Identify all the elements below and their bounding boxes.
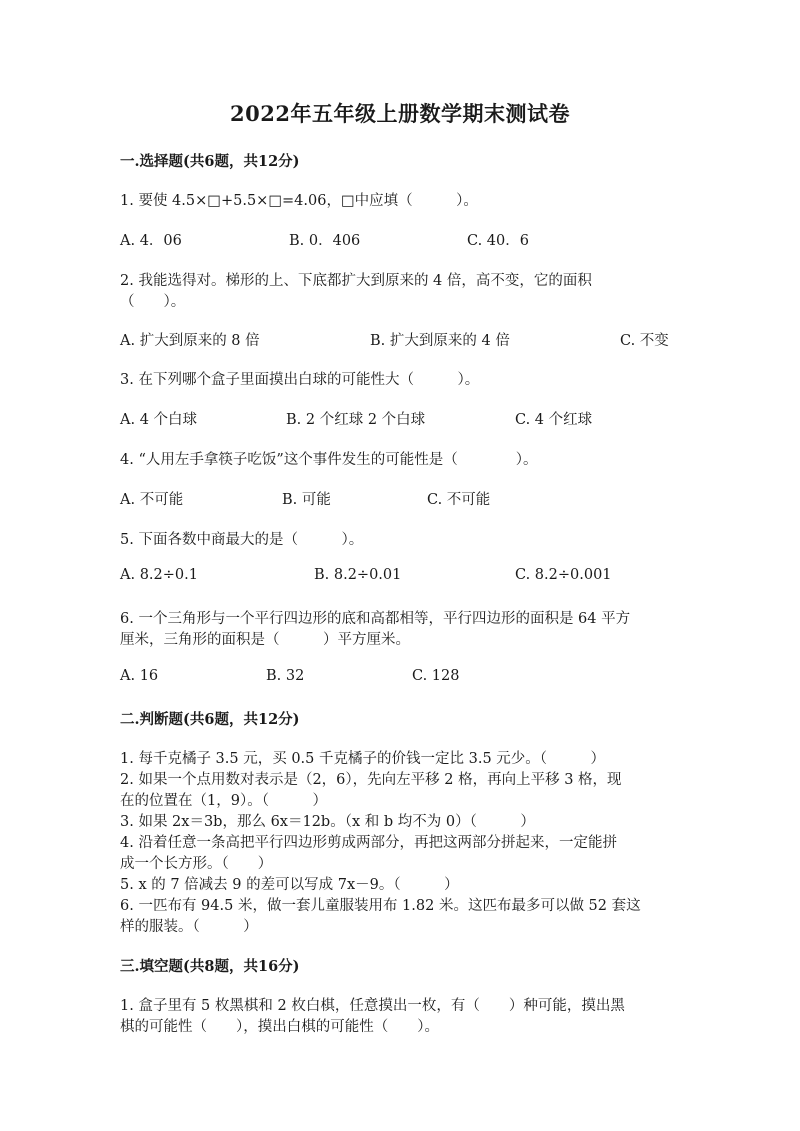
judgement-line: 4. 沿着任意一条高把平行四边形剪成两部分，再把这两部分拼起来，一定能拼 (120, 835, 617, 851)
q4-option-c: C. 不可能 (427, 492, 491, 508)
q4-option-b: B. 可能 (282, 492, 331, 508)
judgement-line: 成一个长方形。（ ） (120, 856, 273, 872)
judgement-line: 3. 如果 2x＝3b，那么 6x＝12b。（x 和 b 均不为 0）（ ） (120, 814, 535, 830)
question-6-line-1: 6. 一个三角形与一个平行四边形的底和高都相等，平行四边形的面积是 64 平方 (120, 611, 631, 627)
judgement-line: 6. 一匹布有 94.5 米，做一套儿童服装用布 1.82 米。这匹布最多可以做 52 套这 (120, 898, 641, 914)
question-1-text: 1. 要使 4.5×□+5.5×□=4.06，□中应填（ ）。 (120, 193, 478, 209)
q2-option-c: C. 不变 (620, 333, 669, 349)
section-heading-judgement: 二.判断题(共6题，共12分) (120, 711, 300, 728)
judgement-line: 样的服装。（ ） (120, 919, 258, 935)
question-5-text: 5. 下面各数中商最大的是（ ）。 (120, 532, 364, 548)
judgement-line: 在的位置在（1，9）。（ ） (120, 793, 327, 809)
q6-option-b: B. 32 (266, 668, 305, 684)
section-heading-choice: 一.选择题(共6题，共12分) (120, 153, 300, 170)
q1-option-a: A. 4．06 (120, 233, 182, 249)
q3-option-a: A. 4 个白球 (120, 412, 198, 428)
fill-blank-line: 1. 盒子里有 5 枚黑棋和 2 枚白棋，任意摸出一枚，有（ ）种可能，摸出黑 (120, 998, 625, 1014)
page-title: 2022年五年级上册数学期末测试卷 (230, 101, 570, 126)
judgement-line: 1. 每千克橘子 3.5 元，买 0.5 千克橘子的价钱一定比 3.5 元少。（ ） (120, 751, 606, 767)
question-2-line-2: （ ）。 (120, 294, 186, 310)
q2-option-b: B. 扩大到原来的 4 倍 (370, 333, 510, 349)
section-heading-fill-blank: 三.填空题(共8题，共16分) (120, 958, 300, 975)
q1-option-b: B. 0．406 (289, 233, 361, 249)
q4-option-a: A. 不可能 (120, 492, 184, 508)
question-3-text: 3. 在下列哪个盒子里面摸出白球的可能性大（ ）。 (120, 372, 480, 388)
question-2-line-1: 2. 我能选得对。梯形的上、下底都扩大到原来的 4 倍，高不变，它的面积 (120, 273, 592, 289)
q5-option-c: C. 8.2÷0.001 (515, 567, 612, 583)
q5-option-a: A. 8.2÷0.1 (120, 567, 198, 583)
q6-option-a: A. 16 (120, 668, 159, 684)
q6-option-c: C. 128 (412, 668, 460, 684)
fill-blank-line: 棋的可能性（ ），摸出白棋的可能性（ ）。 (120, 1019, 439, 1035)
q2-option-a: A. 扩大到原来的 8 倍 (120, 333, 260, 349)
judgement-line: 2. 如果一个点用数对表示是（2，6），先向左平移 2 格，再向上平移 3 格，现 (120, 772, 622, 788)
q5-option-b: B. 8.2÷0.01 (314, 567, 402, 583)
q1-option-c: C. 40．6 (467, 233, 529, 249)
q3-option-c: C. 4 个红球 (515, 412, 593, 428)
judgement-line: 5. x 的 7 倍减去 9 的差可以写成 7x－9。（ ） (120, 877, 459, 893)
q3-option-b: B. 2 个红球 2 个白球 (286, 412, 426, 428)
question-4-text: 4. “人用左手拿筷子吃饭”这个事件发生的可能性是（ ）。 (120, 452, 538, 468)
question-6-line-2: 厘米，三角形的面积是（ ）平方厘米。 (120, 632, 410, 648)
